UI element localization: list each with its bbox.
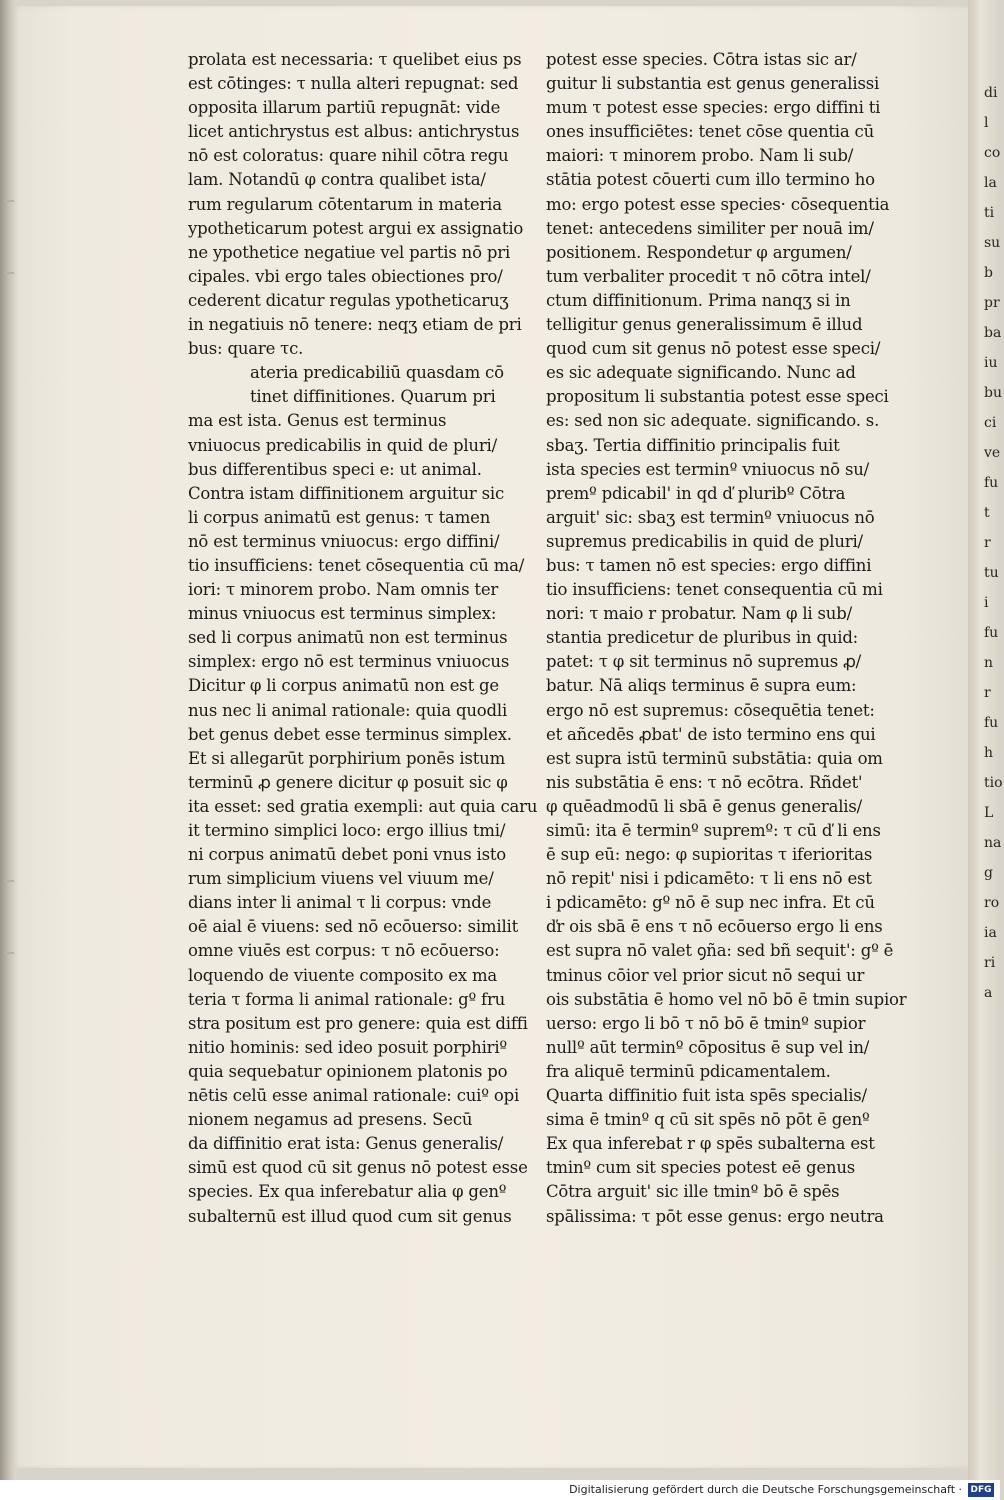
text-line: bet genus debet esse terminus simplex. — [188, 724, 512, 744]
text-line: patet: τ φ sit terminus nō supremus ꝓ/ — [546, 652, 862, 672]
text-line: supremus predicabilis in quid de pluri/ — [546, 531, 863, 551]
facing-page-fragment: ci — [984, 415, 997, 431]
text-line: tminus cōior vel prior sicut nō sequi ur — [546, 965, 865, 985]
facing-page-fragment: ba — [984, 325, 1002, 341]
text-line: ones insufficiētes: tenet cōse quentia cū — [546, 122, 875, 142]
facing-page-fragment: i — [984, 595, 989, 611]
text-line: simū: ita ē terminº supremº: τ cū ď li ens — [546, 821, 881, 840]
text-line: omne viuēs est corpus: τ nō ecōuerso: — [188, 941, 500, 961]
text-line: sed li corpus animatū non est terminus — [188, 628, 508, 648]
text-line: premº pdicabil' in qd ď pluribº Cōtra — [546, 483, 846, 503]
text-line: bus differentibus speci e: ut animal. — [188, 459, 482, 479]
text-line: arguit' sic: sbaʒ est terminº vniuocus nō — [546, 507, 875, 527]
text-line: mum τ potest esse species: ergo diffini ti — [546, 98, 881, 118]
facing-page-fragment: r — [984, 685, 991, 701]
text-line: fra aliquē terminū pdicamentalem. — [546, 1061, 831, 1081]
text-line: rum regularum cōtentarum in materia — [188, 194, 502, 214]
facing-page-fragment: ri — [984, 955, 996, 971]
text-line: ista species est terminº vniuocus nō su/ — [546, 459, 870, 479]
text-line: Ex qua inferebat r φ spēs subalterna est — [546, 1134, 875, 1154]
text-line: telligitur genus generalissimum ē illud — [546, 315, 863, 335]
text-line: es sic adequate significando. Nunc ad — [546, 363, 856, 383]
text-line: ctum diffinitionum. Prima nanqʒ si in — [546, 290, 851, 310]
text-line: quod cum sit genus nō potest esse speci/ — [546, 339, 881, 359]
facing-page-fragment: ve — [984, 445, 1001, 461]
text-line: ma est ista. Genus est terminus — [188, 411, 447, 431]
facing-page-fragment: iu — [984, 355, 998, 371]
text-line: nionem negamus ad presens. Secū — [188, 1110, 473, 1130]
text-line: in negatiuis nō tenere: neqʒ etiam de pri — [188, 315, 522, 335]
funding-notice: Digitalisierung gefördert durch die Deutsche Forschungsgemeinschaft · — [569, 1483, 962, 1496]
text-line: Et si allegarūt porphirium ponēs istum — [188, 748, 506, 768]
text-line: bus: τ tamen nō est species: ergo diffini — [546, 555, 872, 575]
text-line: maiori: τ minorem probo. Nam li sub/ — [546, 146, 854, 166]
text-line: species. Ex qua inferebatur alia φ genº — [188, 1182, 507, 1202]
facing-page-fragment: ia — [984, 925, 997, 941]
text-line: tio insufficiens: tenet consequentia cū mi — [546, 580, 883, 600]
text-line: guitur li substantia est genus generalissi — [546, 74, 880, 94]
footer-bar — [0, 1480, 1000, 1500]
text-line: tinet diffinitiones. Quarum pri — [250, 387, 496, 407]
text-line: cederent dicatur regulas ypotheticaruʒ — [188, 290, 509, 310]
text-line: loquendo de viuente composito ex ma — [188, 965, 498, 985]
text-line: rum simplicium viuens vel viuum me/ — [188, 869, 494, 889]
facing-page-fragment: pr — [984, 295, 1000, 311]
facing-page-fragment: tio — [984, 775, 1003, 791]
text-line: sbaʒ. Tertia diffinitio principalis fuit — [546, 435, 840, 455]
text-line: nētis celū esse animal rationale: cuiº opi — [188, 1086, 520, 1106]
facing-page-fragment: la — [984, 175, 997, 191]
text-line: prolata est necessaria: τ quelibet eius ps — [188, 50, 522, 69]
text-line: it termino simplici loco: ergo illius tmi/ — [188, 821, 506, 840]
facing-page-fragment: t — [984, 505, 990, 521]
text-line: ypotheticarum potest argui ex assignatio — [188, 218, 524, 238]
text-line: est supra istū terminū substātia: quia om — [546, 748, 883, 768]
facing-page-fragment: na — [984, 835, 1002, 851]
text-line: ita esset: sed gratia exempli: aut quia caru — [188, 796, 538, 816]
facing-page-fragment: h — [984, 745, 994, 761]
facing-page-fragment: tu — [984, 565, 999, 581]
text-line: mo: ergo potest esse species· cōsequentia — [546, 194, 890, 214]
text-line: es: sed non sic adequate. significando. s. — [546, 411, 880, 431]
text-line: licet antichrystus est albus: antichrystus — [188, 122, 520, 142]
text-line: quia sequebatur opinionem platonis po — [188, 1061, 508, 1081]
text-line: est cōtinges: τ nulla alteri repugnat: sed — [188, 74, 519, 94]
text-line: nō est coloratus: quare nihil cōtra regu — [188, 146, 509, 166]
facing-page-fragment: L — [984, 805, 994, 821]
text-line: nō repit' nisi i pdicamēto: τ li ens nō est — [546, 869, 872, 889]
dfg-logo-icon: DFG — [968, 1483, 994, 1497]
text-line: tenet: antecedens similiter per nouā im/ — [546, 218, 874, 238]
facing-page-fragment: bu — [984, 385, 1002, 401]
text-line: ni corpus animatū debet poni vnus isto — [188, 845, 507, 865]
text-line: stra positum est pro genere: quia est diffi — [188, 1013, 528, 1033]
text-line: minus vniuocus est terminus simplex: — [188, 604, 497, 624]
text-line: uerso: ergo li bō τ nō bō ē tminº supior — [546, 1013, 866, 1033]
facing-page-fragment: g — [984, 865, 993, 881]
text-line: opposita illarum partiū repugnāt: vide — [188, 98, 501, 118]
text-line: potest esse species. Cōtra istas sic ar/ — [546, 50, 857, 69]
facing-page-fragment: su — [984, 235, 1001, 251]
text-line: Cōtra arguit' sic ille tminº bō ē spēs — [546, 1182, 840, 1202]
text-column-left — [188, 48, 538, 1229]
text-line: stātia potest cōuerti cum illo termino ho — [546, 170, 875, 190]
text-line: ergo nō est supremus: cōsequētia tenet: — [546, 700, 875, 720]
text-column-right — [546, 48, 907, 1229]
text-line: stantia predicetur de pluribus in quid: — [546, 628, 859, 648]
text-line: Quarta diffinitio fuit ista spēs specialis/ — [546, 1086, 867, 1106]
text-line: subalternū est illud quod cum sit genus — [188, 1206, 512, 1226]
text-line: simplex: ergo nō est terminus vniuocus — [188, 652, 510, 672]
text-line: batur. Nā aliqs terminus ē supra eum: — [546, 676, 857, 696]
text-line: nori: τ maio r probatur. Nam φ li sub/ — [546, 604, 852, 624]
text-line: nus nec li animal rationale: quia quodli — [188, 700, 508, 720]
facing-page-fragment: co — [984, 145, 1001, 161]
facing-page-fragment: di — [984, 85, 998, 101]
text-line: nō est terminus vniuocus: ergo diffini/ — [188, 531, 500, 551]
text-line: Dicitur φ li corpus animatū non est ge — [188, 676, 499, 696]
text-line: dians inter li animal τ li corpus: vnde — [188, 893, 492, 913]
text-line: bus: quare τc. — [188, 339, 304, 359]
facing-page-fragment: b — [984, 265, 993, 281]
text-line: ē sup eū: nego: φ supioritas τ iferioritas — [546, 845, 873, 865]
text-line: li corpus animatū est genus: τ tamen — [188, 507, 491, 527]
text-line: simū est quod cū sit genus nō potest esse — [188, 1158, 528, 1178]
text-line: da diffinitio erat ista: Genus generalis/ — [188, 1134, 504, 1154]
text-line: vniuocus predicabilis in quid de pluri/ — [188, 435, 497, 455]
text-line: tminº cum sit species potest eē genus — [546, 1158, 856, 1178]
text-line: spālissima: τ pōt esse genus: ergo neutra — [546, 1206, 884, 1226]
text-line: i pdicamēto: gº nō ē sup nec infra. Et cū — [546, 893, 875, 913]
text-line: sima ē tminº q cū sit spēs nō pōt ē genº — [546, 1110, 870, 1130]
text-line: Contra istam diffinitionem arguitur sic — [188, 483, 505, 503]
text-line: ois substātia ē homo vel nō bō ē tmin supior — [546, 989, 907, 1009]
text-line: φ quēadmodū li sbā ē genus generalis/ — [546, 796, 863, 816]
text-line: nis substātia ē ens: τ nō ecōtra. Rñdet' — [546, 772, 863, 792]
text-line: et añcedēs ꝓbat' de isto termino ens qui — [546, 724, 876, 744]
text-line: ďr ois sbā ē ens τ nō ecōuerso ergo li ens — [546, 917, 883, 937]
text-line: tio insufficiens: tenet cōsequentia cū ma/ — [188, 555, 525, 575]
text-line: tum verbaliter procedit τ nō cōtra intel/ — [546, 266, 871, 286]
text-line: ne ypothetice negatiue vel partis nō pri — [188, 242, 511, 262]
facing-page-fragment: fu — [984, 475, 999, 491]
facing-page-fragment: fu — [984, 625, 999, 641]
text-line: propositum li substantia potest esse speci — [546, 387, 889, 407]
text-line: nitio hominis: sed ideo posuit porphiriº — [188, 1037, 507, 1057]
facing-page-fragment: ti — [984, 205, 995, 221]
facing-page-fragment: n — [984, 655, 994, 671]
facing-page-fragment: ro — [984, 895, 1000, 911]
text-line: est supra nō valet ꝯña: sed bñ sequit': gº ē — [546, 941, 894, 961]
text-line: cipales. vbi ergo tales obiectiones pro/ — [188, 266, 503, 286]
text-line: oē aial ē viuens: sed nō ecōuerso: similit — [188, 917, 519, 937]
text-line: teria τ forma li animal rationale: gº fru — [188, 989, 506, 1009]
text-line: nullº aūt terminº cōpositus ē sup vel in/ — [546, 1037, 870, 1057]
text-line: terminū ꝓ genere dicitur φ posuit sic φ — [188, 772, 508, 792]
text-line: ateria predicabiliū quasdam cō — [250, 363, 504, 383]
text-line: iori: τ minorem probo. Nam omnis ter — [188, 580, 499, 600]
facing-page-fragment: a — [984, 985, 993, 1001]
text-line: positionem. Respondetur φ argumen/ — [546, 242, 852, 262]
facing-page-fragment: fu — [984, 715, 999, 731]
facing-page-edge — [968, 0, 1003, 1480]
text-line: lam. Notandū φ contra qualibet ista/ — [188, 170, 486, 190]
facing-page-fragment: r — [984, 535, 991, 551]
facing-page-fragment: l — [984, 115, 989, 131]
